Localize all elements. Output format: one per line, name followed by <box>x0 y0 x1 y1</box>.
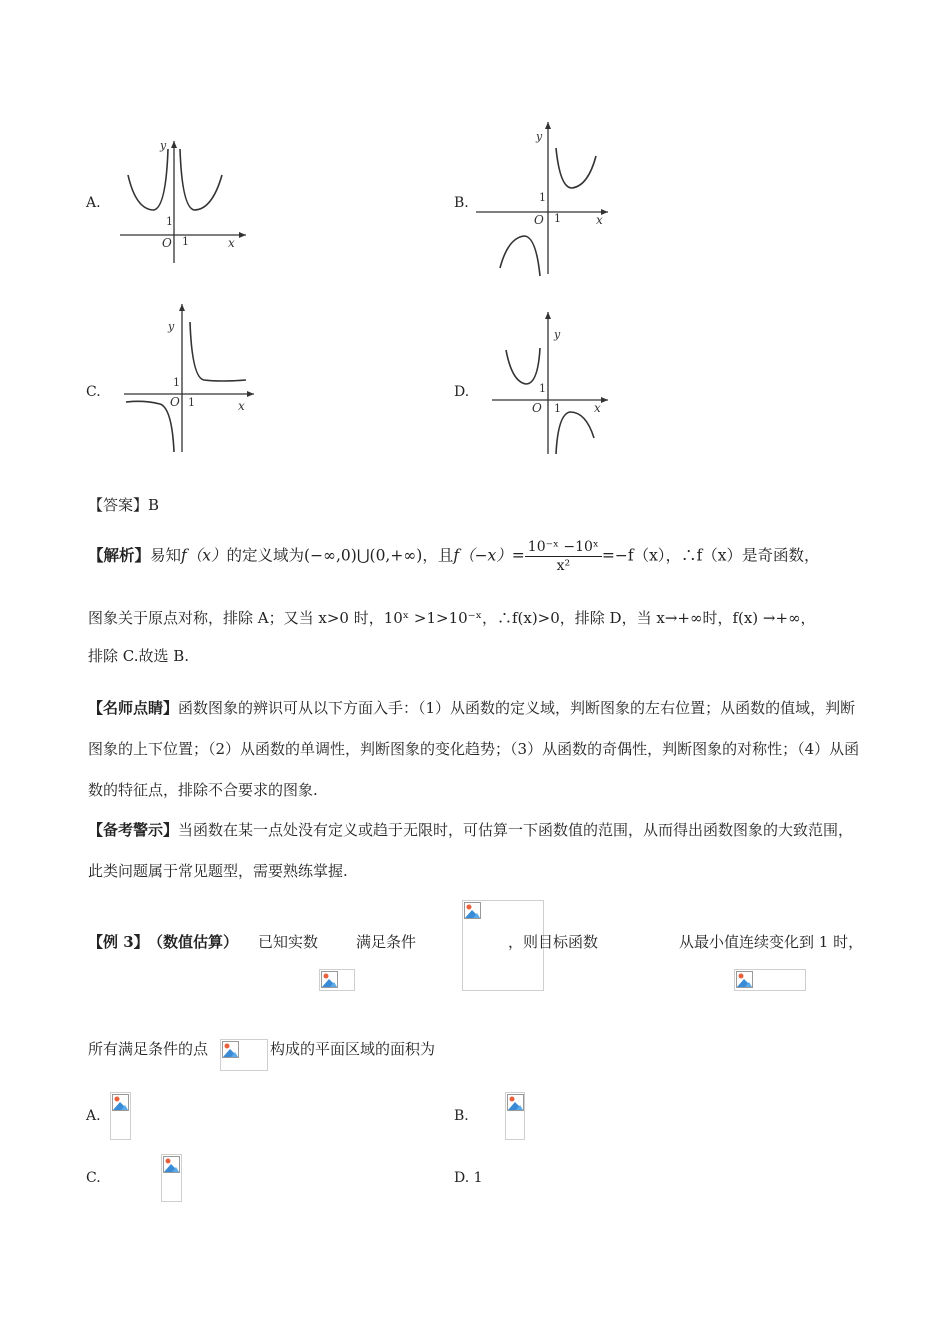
analysis-text-d: =−f（x），∴f（x）是奇函数， <box>601 546 820 565</box>
warning-tip <box>88 810 868 892</box>
master-text: 函数图象的辨识可从以下方面入手：（1）从函数的定义域，判断图象的左右位置；从函数的值域，判断图象的上下位置；（2）从函数的单调性，判断图象的变化趋势；（3）从函数的奇偶性，判断图象的对称性；（4）从函数的特征点，排除不合要求的图象. <box>88 699 860 799</box>
analysis-fnegx: f（−x）= <box>453 546 525 565</box>
tick-1-y: 1 <box>539 191 546 204</box>
broken-image-icon <box>222 1041 240 1059</box>
analysis-line-3: 排除 C.故选 B. <box>88 647 190 665</box>
tick-1-x: 1 <box>188 396 195 409</box>
broken-image-icon <box>112 1094 130 1112</box>
example3-text-4: 从最小值连续变化到 1 时， <box>679 933 864 951</box>
warning-text: 当函数在某一点处没有定义或趋于无限时，可估算一下函数值的范围，从而得出函数图象的大致范围，此类问题属于常见题型，需要熟练掌握. <box>88 821 854 880</box>
x-axis-label: x <box>238 399 245 413</box>
answer-tag: 【答案】 <box>88 496 149 514</box>
option-c-graph <box>120 300 260 455</box>
example3-text-5: 所有满足条件的点 <box>88 1040 209 1058</box>
tick-1-x: 1 <box>182 235 189 248</box>
example3-text-1: 已知实数 <box>258 933 319 951</box>
option-c-label: C. <box>86 384 101 400</box>
example3-text-2: 满足条件 <box>356 933 417 951</box>
tick-1-y: 1 <box>173 376 180 389</box>
ex3-option-d <box>454 1170 483 1186</box>
origin-label: O <box>534 213 544 227</box>
y-axis-label: y <box>160 139 167 152</box>
x-axis-label: x <box>596 213 603 227</box>
example3-line-1 <box>88 900 878 992</box>
warning-tag: 【备考警示】 <box>88 821 179 839</box>
origin-label: O <box>170 395 180 409</box>
y-axis-label: y <box>554 328 561 341</box>
missing-image-point <box>220 1039 268 1071</box>
tick-1-x: 1 <box>554 402 561 415</box>
missing-image-objective <box>734 969 806 991</box>
example3-text-3: ，则目标函数 <box>508 933 599 951</box>
option-b-label: B. <box>454 195 469 211</box>
option-a-graph <box>118 135 248 265</box>
y-axis-label: y <box>536 130 543 143</box>
example3-line-2 <box>88 1036 588 1076</box>
answer-value: B <box>148 496 160 514</box>
answer-line <box>88 494 159 515</box>
x-axis-label: x <box>228 236 235 250</box>
y-axis-label: y <box>168 320 175 333</box>
tick-1-x: 1 <box>554 212 561 225</box>
analysis-line-2: 图象关于原点对称，排除 A；又当 x>0 时，10ˣ >1>10⁻ˣ，∴f(x)>0，排除 D，当 x→+∞时，f(x) →+∞， <box>88 609 816 627</box>
ex3-option-a-image <box>110 1092 131 1140</box>
broken-image-icon <box>736 971 754 989</box>
ex3-option-c-image <box>161 1154 182 1202</box>
fraction-numerator: 10⁻ˣ −10ˣ <box>525 538 602 557</box>
broken-image-icon <box>464 902 482 920</box>
broken-image-icon <box>163 1156 181 1174</box>
analysis-line-1 <box>88 538 878 575</box>
broken-image-icon <box>321 971 339 989</box>
option-d-graph <box>488 308 613 458</box>
ex3-option-b-label: B. <box>454 1108 469 1124</box>
tick-1-y: 1 <box>166 215 173 228</box>
ex3-option-b-image <box>505 1092 525 1140</box>
example3-subtag: （数值估算） <box>148 933 239 951</box>
ex3-option-a-label: A. <box>86 1108 101 1124</box>
tick-1-y: 1 <box>539 382 546 395</box>
example3-text-6: 构成的平面区域的面积为 <box>270 1040 436 1058</box>
analysis-text-a: 易知 <box>150 546 182 565</box>
master-tip <box>88 688 868 811</box>
option-d-label: D. <box>454 384 470 400</box>
analysis-fraction <box>525 538 602 575</box>
broken-image-icon <box>507 1094 525 1112</box>
fraction-denominator: x² <box>556 558 571 574</box>
ex3-option-d-label: D. <box>454 1170 470 1186</box>
analysis-text-b: 的定义域为 <box>226 546 305 565</box>
ex3-option-d-value: 1 <box>473 1170 483 1186</box>
analysis-domain: (−∞,0)⋃(0,+∞) <box>304 546 423 565</box>
ex3-option-c-label: C. <box>86 1170 101 1186</box>
option-a-label: A. <box>86 195 101 211</box>
master-tag: 【名师点睛】 <box>88 699 179 717</box>
origin-label: O <box>532 401 542 415</box>
x-axis-label: x <box>594 401 601 415</box>
analysis-text-c: ，且 <box>422 546 454 565</box>
origin-label: O <box>162 236 172 250</box>
analysis-tag: 【解析】 <box>88 545 151 565</box>
example3-tag: 【例 3】 <box>88 933 149 951</box>
option-b-graph <box>468 118 613 278</box>
missing-image-xy <box>319 969 355 991</box>
analysis-fx: f（x） <box>181 546 227 565</box>
